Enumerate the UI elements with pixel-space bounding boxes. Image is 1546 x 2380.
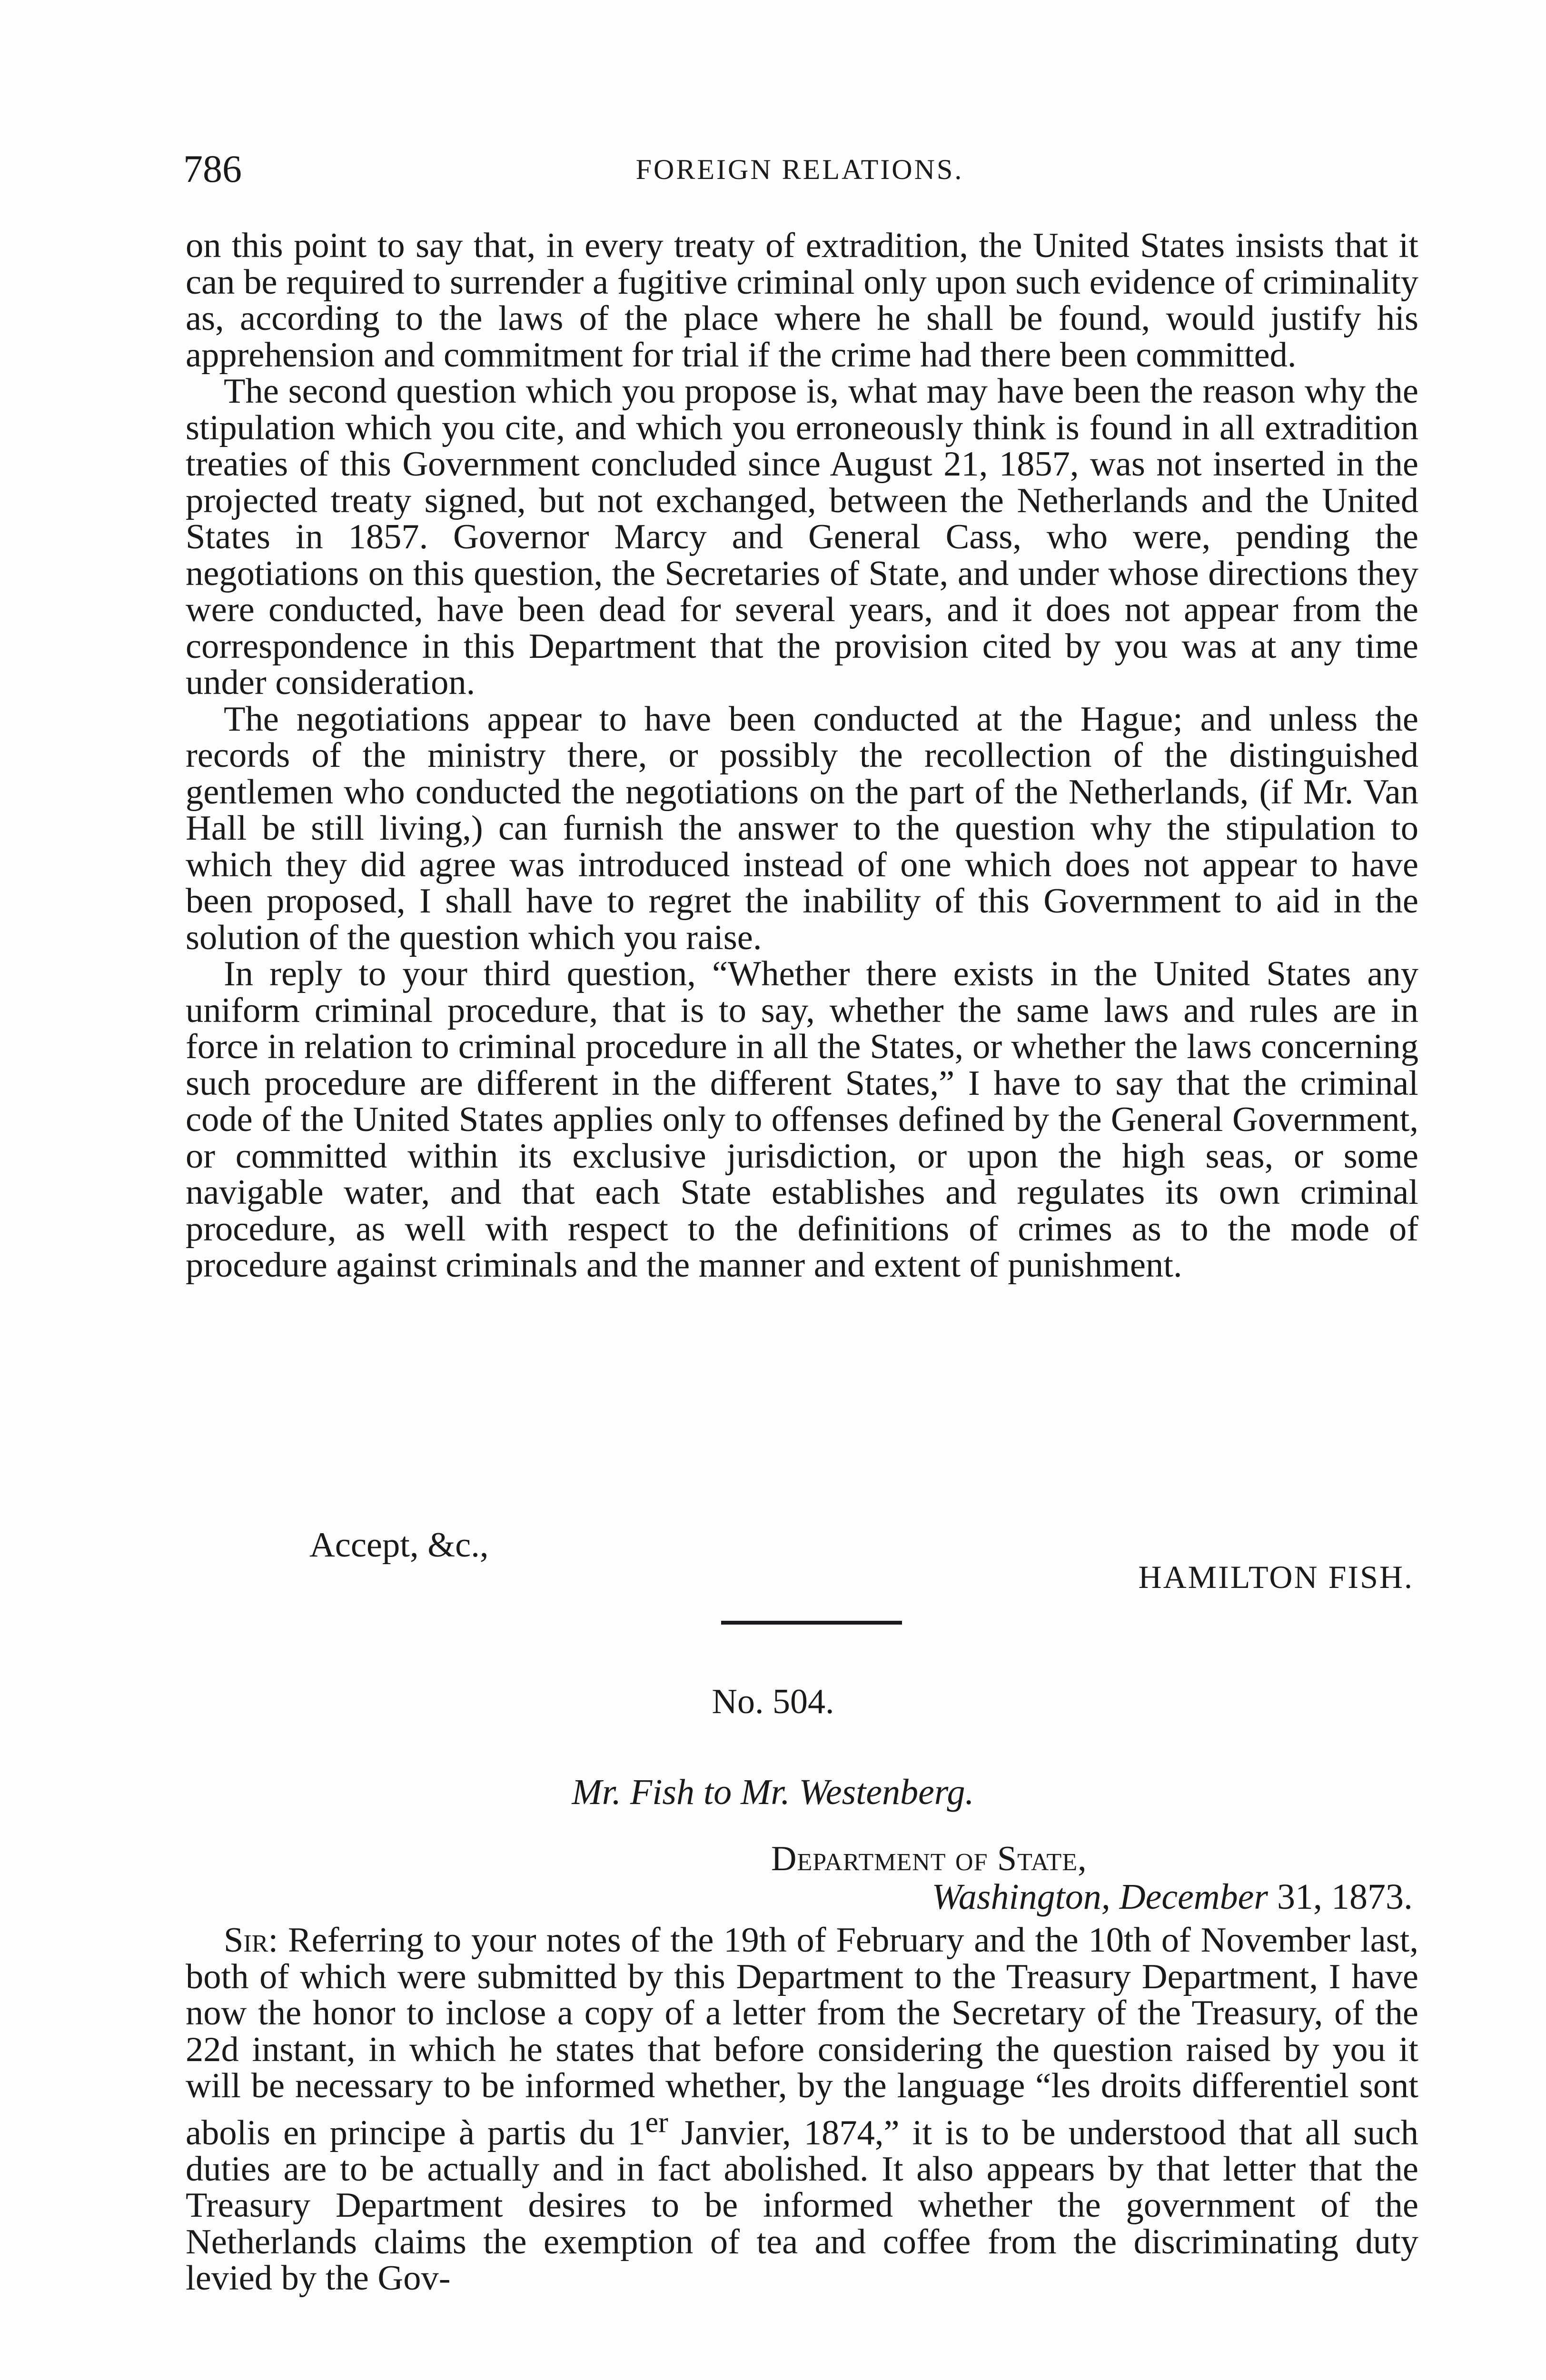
paragraph-second-question: The second question which you propose is, what may have been the reason why the stipulation which you cite, and which you erroneously think is found in all extradition treaties of this Government concluded since August 21, 1857, was not inserted in the projected treaty signed, but not exchanged, between the Netherlands and the United States in 1857. Governor Marcy and General Cass, who were, pending the negotiations on this question, the Secretaries of State, and under whose directions they were conducted, have been dead for several years, and it does not appear from the correspondence in this Department that the provision cited by you was at any time under consideration. [186,372,1418,702]
paragraph-third-question: In reply to your third question, “Whether there exists in the United States any uniform criminal procedure, that is to say, whether the same laws and rules are in force in relation to criminal procedure in all the States, or whether the laws concerning such procedure are different in the different States,” I have to say that the criminal code of the United States applies only to offenses defined by the General Government, or committed within its exclusive jurisdiction, or upon the high seas, or some navigable water, and that each State establishes and regulates its own criminal procedure, as well with respect to the definitions of crimes as to the mode of procedure against criminals and the manner and extent of punishment. [186,954,1418,1285]
letter-body [186,228,1418,1284]
page-number: 786 [183,147,242,190]
dateline-department: Department of State, [771,1839,1087,1878]
paragraph-continued: on this point to say that, in every treaty of extradition, the United States insists that it can be required to surrender a fugitive criminal only upon such evidence of criminality as, according to the laws of the place where he shall be found, would justify his apprehension and commitment for trial if the crime had there been committed. [186,226,1418,375]
running-title: FOREIGN RELATIONS. [635,154,964,185]
paragraph-referring [186,1922,1418,2297]
section-divider [721,1621,902,1625]
dateline-place: Washington, December [932,1877,1268,1917]
letter2-body [186,1922,1418,2297]
dateline-date: 31, 1873. [1277,1877,1413,1917]
dateline-place-date [932,1875,1413,1918]
correspondents-heading: Mr. Fish to Mr. Westenberg. [572,1772,974,1812]
salutation: Sir [224,1921,268,1960]
running-head [183,143,1416,195]
paragraph-negotiations: The negotiations appear to have been conducted at the Hague; and unless the records of the ministry there, or possibly the recollection of the distinguished gentlemen who conducted the negotiations on the part of the Netherlands, (if Mr. Van Hall be still living,) can furnish the answer to the question why the stipulation to which they did agree was introduced instead of one which does not appear to have been proposed, I shall have to regret the inability of this Government to aid in the solution of the question which you raise. [186,699,1418,957]
body-before-superscript: Referring to your notes of the 19th of February and the 10th of November last, both of which were submitted by this Department to the Treasury Department, I have now the honor to inclose a copy of a letter from the Secretary of the Treasury, of the 22d instant, in which he states that before considering the question raised by you it will be necessary to be informed whether, by the language “les droits differentiel sont abolis en principe à partis du 1 [186,1921,1418,2152]
superscript-er: er [645,2106,668,2139]
letter-closing: Accept, &c., [309,1526,489,1565]
document-number: No. 504. [712,1682,834,1721]
salutation-punct: : [268,1921,288,1960]
body-after-superscript: Janvier, 1874,” it is to be understood that all such duties are to be actually and in fact abolished. It also appears by that letter that the Treasury Department desires to be informed whether the government of the Netherlands claims the exemption of tea and coffee from the discriminating duty levied by the Gov- [186,2113,1418,2298]
signature: HAMILTON FISH. [1138,1559,1414,1595]
